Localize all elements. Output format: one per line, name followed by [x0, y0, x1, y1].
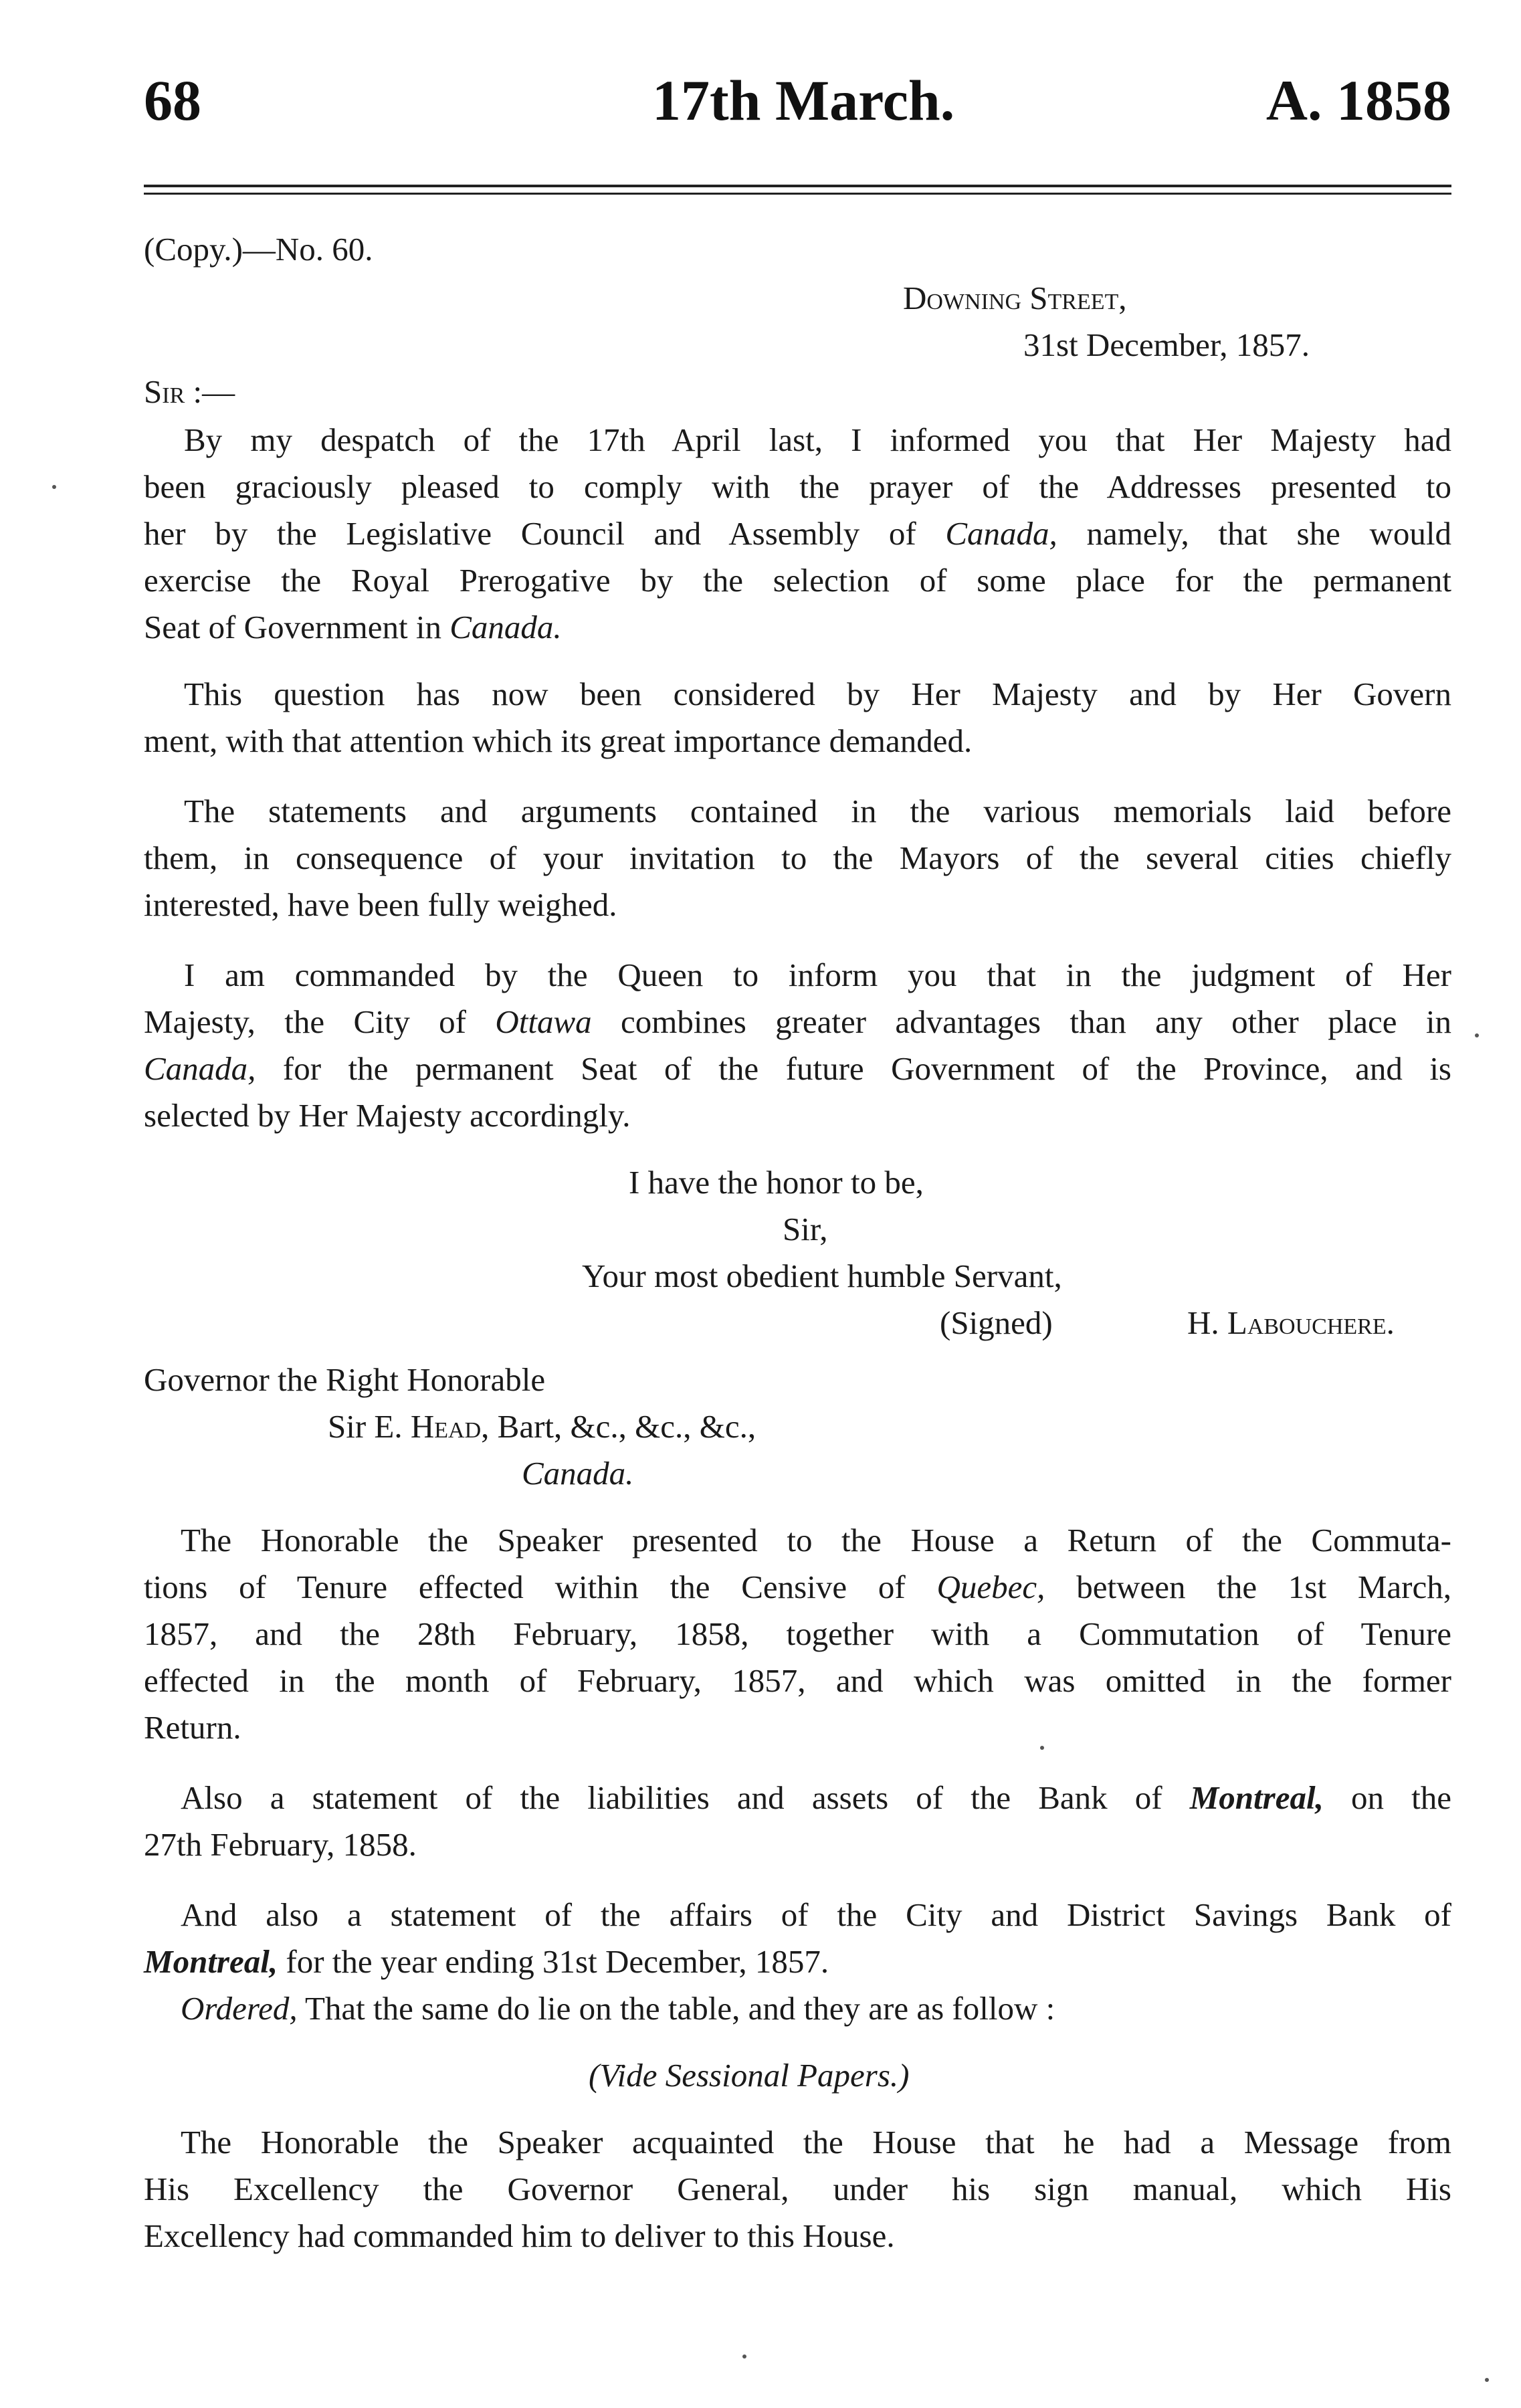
text-line: been graciously pleased to comply with the prayer of the Addresses presented to: [144, 468, 1451, 505]
page-number: 68: [144, 68, 201, 132]
header-year: A. 1858: [1265, 68, 1451, 132]
text-line: 27th February, 1858.: [144, 1826, 417, 1863]
copy-label: (Copy.)—No. 60.: [144, 231, 373, 268]
text-line: His Excellency the Governor General, under his sign manual, which His: [144, 2171, 1451, 2207]
text-line: Return.: [144, 1709, 241, 1746]
text-line: ment, with that attention which its great importance demanded.: [144, 722, 973, 759]
addressee-line: Sir E. Head, Bart, &c., &c., &c.,: [328, 1408, 756, 1445]
text-line: Montreal, for the year ending 31st December, 1857.: [144, 1943, 829, 1980]
text-line: By my despatch of the 17th April last, I informed you that Her Majesty had: [184, 421, 1451, 458]
salutation: Sir :—: [144, 373, 235, 410]
text-line: Majesty, the City of Ottawa combines greater advantages than any other place in: [144, 1003, 1451, 1040]
addressee-line: Governor the Right Honorable: [144, 1361, 546, 1398]
address-street: Downing Street,: [903, 280, 1127, 316]
header-rule-top: [144, 185, 1451, 187]
addressee-line: Canada.: [522, 1455, 634, 1492]
header-rule-bottom: [144, 193, 1451, 195]
vide-sessional-papers: (Vide Sessional Papers.): [589, 2057, 910, 2094]
text-line: The Honorable the Speaker acquainted the House that he had a Message from: [181, 2124, 1451, 2161]
text-line: her by the Legislative Council and Assembly of Canada, namely, that she would: [144, 515, 1451, 552]
page-header: [144, 64, 1451, 137]
closing-line: Sir,: [783, 1211, 828, 1247]
address-date: 31st December, 1857.: [1023, 326, 1310, 363]
text-line: 1857, and the 28th February, 1858, together with a Commutation of Tenure: [144, 1615, 1451, 1652]
text-line: The Honorable the Speaker presented to the House a Return of the Commuta-: [181, 1522, 1451, 1559]
text-line: This question has now been considered by Her Majesty and by Her Govern: [184, 676, 1451, 712]
text-line: selected by Her Majesty accordingly.: [144, 1097, 631, 1134]
text-line: exercise the Royal Prerogative by the selection of some place for the permanent: [144, 562, 1451, 599]
scan-speck: [1040, 1746, 1044, 1750]
closing-line: Your most obedient humble Servant,: [582, 1258, 1062, 1294]
text-line: Excellency had commanded him to deliver to this House.: [144, 2217, 895, 2254]
text-line: Canada, for the permanent Seat of the future Government of the Province, and is: [144, 1050, 1451, 1087]
text-line: Also a statement of the liabilities and assets of the Bank of Montreal, on the: [181, 1779, 1451, 1816]
signer-name: H. Labouchere.: [1187, 1304, 1395, 1341]
text-line: them, in consequence of your invitation to the Mayors of the several cities chiefly: [144, 839, 1451, 876]
text-line: tions of Tenure effected within the Censive of Quebec, between the 1st March,: [144, 1569, 1451, 1605]
text-line: The statements and arguments contained in the various memorials laid before: [184, 793, 1451, 829]
scan-speck: [742, 2354, 746, 2359]
closing-line: I have the honor to be,: [629, 1164, 924, 1201]
scan-speck: [1485, 2378, 1489, 2382]
text-line: I am commanded by the Queen to inform you that in the judgment of Her: [184, 957, 1451, 993]
signed-label: (Signed): [940, 1304, 1053, 1341]
scan-speck: [52, 485, 56, 489]
ordered-line: Ordered, That the same do lie on the table, and they are as follow :: [181, 1990, 1055, 2027]
text-line: effected in the month of February, 1857, and which was omitted in the former: [144, 1662, 1451, 1699]
text-line: And also a statement of the affairs of the City and District Savings Bank of: [181, 1896, 1451, 1933]
header-date: 17th March.: [652, 68, 955, 132]
scan-speck: [1475, 1033, 1479, 1037]
text-line: Seat of Government in Canada.: [144, 609, 562, 645]
text-line: interested, have been fully weighed.: [144, 886, 617, 923]
